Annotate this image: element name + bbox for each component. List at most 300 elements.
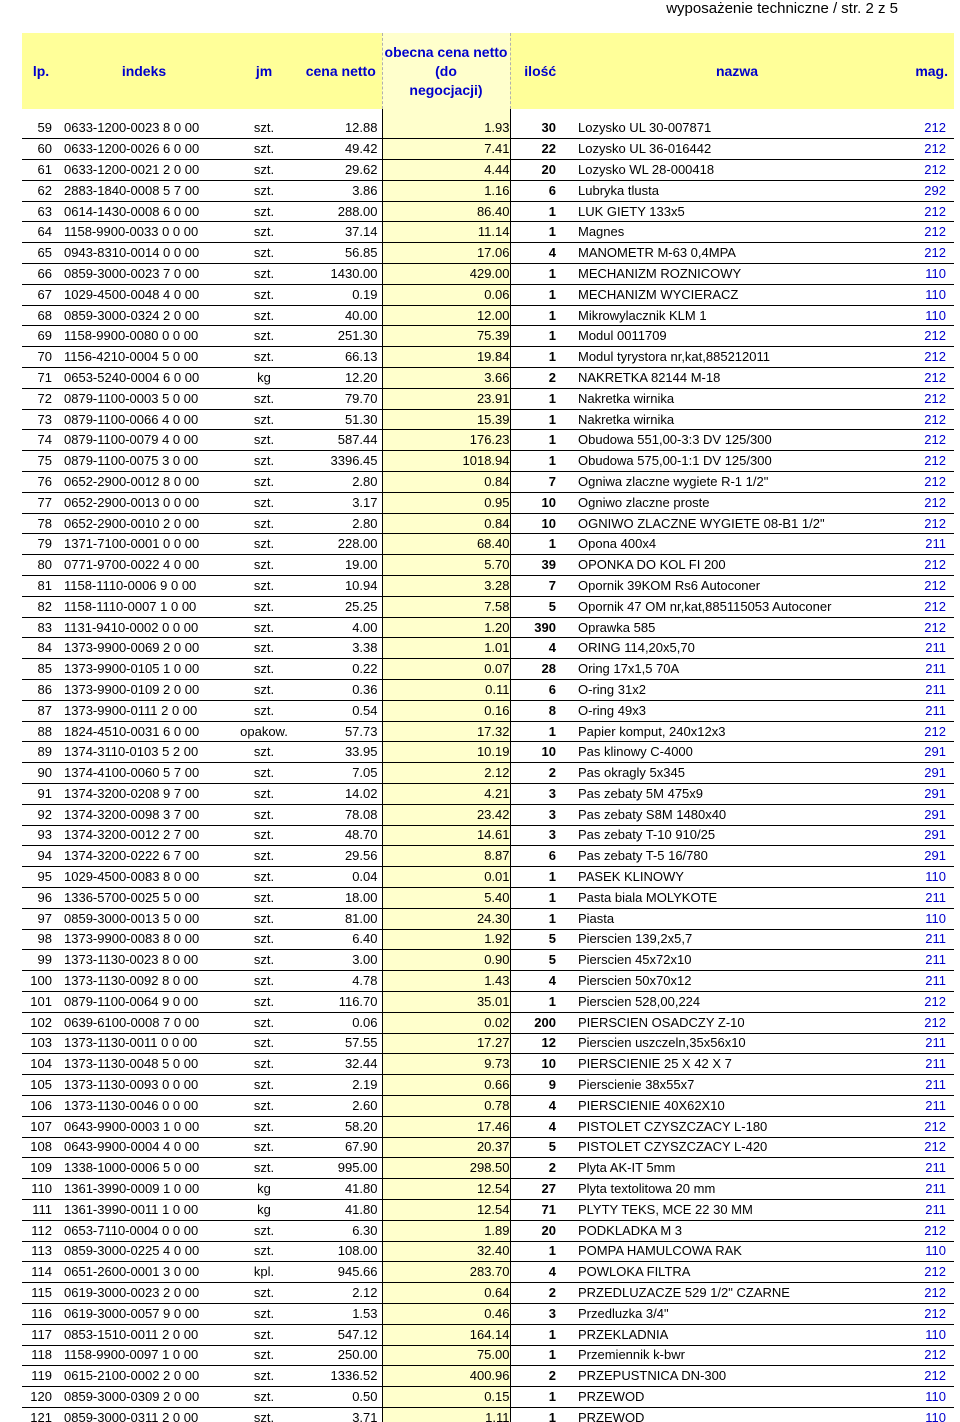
cell-ilosc: 2 [510, 763, 570, 784]
table-row [22, 1324, 954, 1345]
cell-obecna-cena-netto: 1.16 [382, 180, 510, 201]
table-row [22, 451, 954, 472]
cell-jm: szt. [228, 264, 300, 285]
cell-ilosc: 1 [510, 908, 570, 929]
cell-jm: szt. [228, 991, 300, 1012]
cell-mag: 211 [904, 1033, 954, 1054]
cell-mag: 291 [904, 825, 954, 846]
cell-lp: 87 [22, 700, 60, 721]
cell-lp: 71 [22, 368, 60, 389]
cell-jm: szt. [228, 555, 300, 576]
cell-lp: 90 [22, 763, 60, 784]
cell-nazwa: LUK GIETY 133x5 [570, 201, 904, 222]
cell-jm: szt. [228, 1095, 300, 1116]
cell-jm: szt. [228, 700, 300, 721]
cell-indeks: 0614-1430-0008 6 0 00 [60, 201, 228, 222]
cell-lp: 80 [22, 555, 60, 576]
cell-indeks: 1373-9900-0083 8 0 00 [60, 929, 228, 950]
cell-lp: 102 [22, 1012, 60, 1033]
cell-jm: szt. [228, 742, 300, 763]
cell-mag: 211 [904, 950, 954, 971]
cell-lp: 89 [22, 742, 60, 763]
cell-obecna-cena-netto: 75.00 [382, 1345, 510, 1366]
cell-nazwa: Obudowa 575,00-1:1 DV 125/300 [570, 451, 904, 472]
cell-jm: kg [228, 368, 300, 389]
cell-cena-netto: 6.30 [300, 1220, 382, 1241]
table-row [22, 1220, 954, 1241]
cell-lp: 67 [22, 284, 60, 305]
cell-indeks: 0652-2900-0013 0 0 00 [60, 492, 228, 513]
cell-indeks: 0859-3000-0309 2 0 00 [60, 1387, 228, 1408]
cell-indeks: 0653-7110-0004 0 0 00 [60, 1220, 228, 1241]
page-header: wyposażenie techniczne / str. 2 z 5 [666, 0, 898, 17]
cell-ilosc: 10 [510, 492, 570, 513]
cell-cena-netto: 2.80 [300, 513, 382, 534]
cell-lp: 104 [22, 1054, 60, 1075]
cell-mag: 212 [904, 451, 954, 472]
cell-cena-netto: 33.95 [300, 742, 382, 763]
cell-jm: szt. [228, 659, 300, 680]
cell-nazwa: Ogniwa zlaczne wygiete R-1 1/2" [570, 472, 904, 493]
cell-mag: 110 [904, 264, 954, 285]
cell-nazwa: Pierscien uszczeln,35x56x10 [570, 1033, 904, 1054]
cell-jm: szt. [228, 929, 300, 950]
table-row [22, 1137, 954, 1158]
cell-mag: 212 [904, 1283, 954, 1304]
cell-mag: 110 [904, 284, 954, 305]
cell-cena-netto: 41.80 [300, 1179, 382, 1200]
cell-nazwa: Pas zebaty 5M 475x9 [570, 784, 904, 805]
table-row [22, 929, 954, 950]
table-row [22, 555, 954, 576]
cell-lp: 79 [22, 534, 60, 555]
cell-lp: 65 [22, 243, 60, 264]
table-row [22, 971, 954, 992]
cell-cena-netto: 32.44 [300, 1054, 382, 1075]
cell-obecna-cena-netto: 0.16 [382, 700, 510, 721]
cell-indeks: 1158-1110-0006 9 0 00 [60, 576, 228, 597]
table-row [22, 139, 954, 160]
cell-jm: szt. [228, 305, 300, 326]
cell-nazwa: Przedluzka 3/4" [570, 1303, 904, 1324]
cell-mag: 211 [904, 659, 954, 680]
cell-obecna-cena-netto: 86.40 [382, 201, 510, 222]
cell-mag: 212 [904, 368, 954, 389]
cell-nazwa: PRZEWOD [570, 1387, 904, 1408]
cell-ilosc: 7 [510, 576, 570, 597]
cell-mag: 211 [904, 1054, 954, 1075]
cell-mag: 291 [904, 846, 954, 867]
cell-obecna-cena-netto: 10.19 [382, 742, 510, 763]
cell-mag: 211 [904, 534, 954, 555]
cell-nazwa: Lubryka tlusta [570, 180, 904, 201]
cell-jm: szt. [228, 1054, 300, 1075]
cell-indeks: 1824-4510-0031 6 0 00 [60, 721, 228, 742]
table-row [22, 680, 954, 701]
cell-mag: 212 [904, 1345, 954, 1366]
cell-cena-netto: 81.00 [300, 908, 382, 929]
cell-nazwa: PIERSCIENIE 25 X 42 X 7 [570, 1054, 904, 1075]
cell-nazwa: Opornik 47 OM nr,kat,885115053 Autoconer [570, 596, 904, 617]
cell-nazwa: Nakretka wirnika [570, 388, 904, 409]
table-row [22, 825, 954, 846]
cell-ilosc: 30 [510, 118, 570, 139]
cell-jm: opakow. [228, 721, 300, 742]
cell-nazwa: Oprawka 585 [570, 617, 904, 638]
cell-lp: 114 [22, 1262, 60, 1283]
cell-ilosc: 4 [510, 1095, 570, 1116]
cell-indeks: 1158-9900-0033 0 0 00 [60, 222, 228, 243]
table-row [22, 1407, 954, 1422]
table-row [22, 1387, 954, 1408]
table-row [22, 721, 954, 742]
cell-lp: 61 [22, 160, 60, 181]
cell-nazwa: POMPA HAMULCOWA RAK [570, 1241, 904, 1262]
cell-nazwa: Nakretka wirnika [570, 409, 904, 430]
cell-obecna-cena-netto: 19.84 [382, 347, 510, 368]
cell-ilosc: 1 [510, 534, 570, 555]
cell-indeks: 1361-3990-0009 1 0 00 [60, 1179, 228, 1200]
cell-nazwa: PRZEWOD [570, 1407, 904, 1422]
cell-lp: 77 [22, 492, 60, 513]
cell-lp: 94 [22, 846, 60, 867]
cell-obecna-cena-netto: 0.84 [382, 472, 510, 493]
cell-mag: 211 [904, 1095, 954, 1116]
cell-nazwa: Pas zebaty T-10 910/25 [570, 825, 904, 846]
cell-indeks: 0771-9700-0022 4 0 00 [60, 555, 228, 576]
cell-cena-netto: 2.12 [300, 1283, 382, 1304]
cell-ilosc: 4 [510, 243, 570, 264]
cell-jm: szt. [228, 1407, 300, 1422]
table-row [22, 118, 954, 139]
cell-obecna-cena-netto: 1.93 [382, 118, 510, 139]
cell-nazwa: Piasta [570, 908, 904, 929]
cell-mag: 212 [904, 513, 954, 534]
cell-nazwa: PRZEKLADNIA [570, 1324, 904, 1345]
table-row [22, 180, 954, 201]
table-row [22, 1012, 954, 1033]
table-row [22, 513, 954, 534]
cell-jm: szt. [228, 784, 300, 805]
cell-nazwa: Mikrowylacznik KLM 1 [570, 305, 904, 326]
cell-ilosc: 5 [510, 929, 570, 950]
cell-obecna-cena-netto: 1.43 [382, 971, 510, 992]
table-row [22, 659, 954, 680]
cell-cena-netto: 29.56 [300, 846, 382, 867]
cell-ilosc: 2 [510, 1283, 570, 1304]
cell-obecna-cena-netto: 0.46 [382, 1303, 510, 1324]
table-row [22, 596, 954, 617]
cell-lp: 70 [22, 347, 60, 368]
cell-ilosc: 1 [510, 867, 570, 888]
cell-ilosc: 1 [510, 1324, 570, 1345]
cell-indeks: 0879-1100-0003 5 0 00 [60, 388, 228, 409]
table-row [22, 305, 954, 326]
cell-indeks: 1373-1130-0011 0 0 00 [60, 1033, 228, 1054]
table-row [22, 576, 954, 597]
cell-obecna-cena-netto: 17.06 [382, 243, 510, 264]
cell-mag: 212 [904, 1012, 954, 1033]
table-row [22, 1033, 954, 1054]
cell-ilosc: 28 [510, 659, 570, 680]
cell-cena-netto: 2.60 [300, 1095, 382, 1116]
cell-jm: szt. [228, 950, 300, 971]
cell-nazwa: ORING 114,20x5,70 [570, 638, 904, 659]
cell-obecna-cena-netto: 7.41 [382, 139, 510, 160]
table-row [22, 1283, 954, 1304]
cell-indeks: 1374-4100-0060 5 7 00 [60, 763, 228, 784]
cell-jm: szt. [228, 139, 300, 160]
cell-jm: szt. [228, 534, 300, 555]
cell-obecna-cena-netto: 14.61 [382, 825, 510, 846]
table-row [22, 264, 954, 285]
table-row [22, 617, 954, 638]
cell-mag: 211 [904, 1199, 954, 1220]
cell-ilosc: 1 [510, 305, 570, 326]
cell-obecna-cena-netto: 283.70 [382, 1262, 510, 1283]
cell-indeks: 1029-4500-0048 4 0 00 [60, 284, 228, 305]
cell-lp: 72 [22, 388, 60, 409]
cell-cena-netto: 19.00 [300, 555, 382, 576]
cell-nazwa: MANOMETR M-63 0,4MPA [570, 243, 904, 264]
cell-nazwa: Modul tyrystora nr,kat,885212011 [570, 347, 904, 368]
cell-ilosc: 20 [510, 160, 570, 181]
cell-cena-netto: 3.17 [300, 492, 382, 513]
table-row [22, 368, 954, 389]
cell-lp: 115 [22, 1283, 60, 1304]
cell-indeks: 0633-1200-0026 6 0 00 [60, 139, 228, 160]
table-row [22, 700, 954, 721]
cell-lp: 99 [22, 950, 60, 971]
cell-lp: 93 [22, 825, 60, 846]
cell-jm: kg [228, 1179, 300, 1200]
cell-jm: szt. [228, 1033, 300, 1054]
table-row [22, 222, 954, 243]
cell-ilosc: 1 [510, 1241, 570, 1262]
cell-obecna-cena-netto: 1.89 [382, 1220, 510, 1241]
cell-cena-netto: 3.71 [300, 1407, 382, 1422]
cell-lp: 83 [22, 617, 60, 638]
cell-cena-netto: 3.00 [300, 950, 382, 971]
cell-nazwa: Plyta textolitowa 20 mm [570, 1179, 904, 1200]
cell-indeks: 1158-1110-0007 1 0 00 [60, 596, 228, 617]
cell-lp: 66 [22, 264, 60, 285]
cell-mag: 212 [904, 617, 954, 638]
cell-mag: 212 [904, 1220, 954, 1241]
cell-obecna-cena-netto: 0.11 [382, 680, 510, 701]
table-row [22, 867, 954, 888]
cell-mag: 212 [904, 472, 954, 493]
cell-cena-netto: 18.00 [300, 887, 382, 908]
cell-ilosc: 2 [510, 1158, 570, 1179]
cell-jm: szt. [228, 284, 300, 305]
cell-jm: szt. [228, 576, 300, 597]
table-row [22, 409, 954, 430]
cell-obecna-cena-netto: 0.90 [382, 950, 510, 971]
cell-mag: 110 [904, 1407, 954, 1422]
cell-cena-netto: 40.00 [300, 305, 382, 326]
cell-indeks: 1374-3200-0222 6 7 00 [60, 846, 228, 867]
cell-ilosc: 3 [510, 804, 570, 825]
cell-nazwa: Papier komput, 240x12x3 [570, 721, 904, 742]
cell-indeks: 0633-1200-0023 8 0 00 [60, 118, 228, 139]
cell-mag: 212 [904, 160, 954, 181]
cell-ilosc: 4 [510, 1262, 570, 1283]
cell-cena-netto: 41.80 [300, 1199, 382, 1220]
cell-mag: 211 [904, 971, 954, 992]
cell-jm: szt. [228, 472, 300, 493]
cell-cena-netto: 108.00 [300, 1241, 382, 1262]
cell-nazwa: Pas zebaty T-5 16/780 [570, 846, 904, 867]
cell-lp: 106 [22, 1095, 60, 1116]
cell-mag: 212 [904, 555, 954, 576]
cell-ilosc: 1 [510, 264, 570, 285]
table-row [22, 430, 954, 451]
cell-lp: 112 [22, 1220, 60, 1241]
cell-ilosc: 1 [510, 721, 570, 742]
cell-obecna-cena-netto: 7.58 [382, 596, 510, 617]
cell-ilosc: 5 [510, 1137, 570, 1158]
cell-lp: 73 [22, 409, 60, 430]
header-mag: mag. [904, 33, 954, 109]
cell-ilosc: 8 [510, 700, 570, 721]
cell-indeks: 0853-1510-0011 2 0 00 [60, 1324, 228, 1345]
table-row [22, 1303, 954, 1324]
cell-obecna-cena-netto: 23.91 [382, 388, 510, 409]
cell-cena-netto: 6.40 [300, 929, 382, 950]
cell-nazwa: Przemiennik k-bwr [570, 1345, 904, 1366]
cell-mag: 212 [904, 139, 954, 160]
equipment-table-container [22, 33, 954, 1422]
cell-lp: 121 [22, 1407, 60, 1422]
cell-indeks: 1361-3990-0011 1 0 00 [60, 1199, 228, 1220]
cell-mag: 212 [904, 1116, 954, 1137]
cell-lp: 118 [22, 1345, 60, 1366]
cell-lp: 75 [22, 451, 60, 472]
cell-cena-netto: 116.70 [300, 991, 382, 1012]
table-row [22, 763, 954, 784]
cell-mag: 212 [904, 409, 954, 430]
table-row [22, 243, 954, 264]
cell-lp: 95 [22, 867, 60, 888]
cell-nazwa: O-ring 49x3 [570, 700, 904, 721]
table-row [22, 1366, 954, 1387]
cell-jm: szt. [228, 243, 300, 264]
cell-lp: 101 [22, 991, 60, 1012]
cell-mag: 212 [904, 1262, 954, 1283]
cell-jm: szt. [228, 1366, 300, 1387]
cell-mag: 212 [904, 721, 954, 742]
cell-obecna-cena-netto: 12.54 [382, 1199, 510, 1220]
cell-jm: szt. [228, 804, 300, 825]
cell-jm: szt. [228, 1012, 300, 1033]
cell-obecna-cena-netto: 4.21 [382, 784, 510, 805]
cell-jm: szt. [228, 347, 300, 368]
cell-mag: 291 [904, 784, 954, 805]
cell-nazwa: POWLOKA FILTRA [570, 1262, 904, 1283]
cell-jm: szt. [228, 1220, 300, 1241]
header-lp: lp. [22, 33, 60, 109]
cell-lp: 59 [22, 118, 60, 139]
cell-lp: 119 [22, 1366, 60, 1387]
cell-obecna-cena-netto: 0.64 [382, 1283, 510, 1304]
cell-cena-netto: 587.44 [300, 430, 382, 451]
cell-cena-netto: 0.54 [300, 700, 382, 721]
cell-mag: 110 [904, 305, 954, 326]
cell-obecna-cena-netto: 24.30 [382, 908, 510, 929]
cell-cena-netto: 1.53 [300, 1303, 382, 1324]
cell-ilosc: 12 [510, 1033, 570, 1054]
cell-nazwa: Lozysko UL 30-007871 [570, 118, 904, 139]
cell-ilosc: 5 [510, 950, 570, 971]
cell-nazwa: Ogniwo zlaczne proste [570, 492, 904, 513]
header-obecna-line1: obecna cena netto [384, 43, 508, 60]
cell-obecna-cena-netto: 1.11 [382, 1407, 510, 1422]
table-row [22, 160, 954, 181]
table-row [22, 388, 954, 409]
cell-nazwa: Opornik 39KOM Rs6 Autoconer [570, 576, 904, 597]
cell-nazwa: Pas okragly 5x345 [570, 763, 904, 784]
cell-mag: 211 [904, 1075, 954, 1096]
cell-obecna-cena-netto: 15.39 [382, 409, 510, 430]
cell-lp: 91 [22, 784, 60, 805]
cell-nazwa: Obudowa 551,00-3:3 DV 125/300 [570, 430, 904, 451]
cell-ilosc: 6 [510, 846, 570, 867]
cell-jm: szt. [228, 492, 300, 513]
cell-ilosc: 10 [510, 742, 570, 763]
cell-nazwa: Pasta biala MOLYKOTE [570, 887, 904, 908]
header-spacer-row [22, 109, 954, 118]
cell-nazwa: PLYTY TEKS, MCE 22 30 MM [570, 1199, 904, 1220]
cell-nazwa: OPONKA DO KOL FI 200 [570, 555, 904, 576]
cell-lp: 86 [22, 680, 60, 701]
cell-ilosc: 1 [510, 347, 570, 368]
cell-cena-netto: 37.14 [300, 222, 382, 243]
cell-cena-netto: 945.66 [300, 1262, 382, 1283]
cell-obecna-cena-netto: 3.66 [382, 368, 510, 389]
table-row [22, 472, 954, 493]
cell-indeks: 1374-3200-0208 9 7 00 [60, 784, 228, 805]
cell-indeks: 0639-6100-0008 7 0 00 [60, 1012, 228, 1033]
cell-mag: 211 [904, 700, 954, 721]
cell-cena-netto: 58.20 [300, 1116, 382, 1137]
table-header-row [22, 33, 954, 109]
cell-jm: szt. [228, 1303, 300, 1324]
cell-nazwa: Modul 0011709 [570, 326, 904, 347]
cell-ilosc: 4 [510, 638, 570, 659]
header-obecna-line3: negocjacji) [409, 81, 483, 98]
cell-mag: 110 [904, 1324, 954, 1345]
cell-jm: szt. [228, 451, 300, 472]
table-row [22, 1199, 954, 1220]
cell-mag: 211 [904, 1158, 954, 1179]
cell-obecna-cena-netto: 68.40 [382, 534, 510, 555]
cell-indeks: 0859-3000-0013 5 0 00 [60, 908, 228, 929]
cell-lp: 103 [22, 1033, 60, 1054]
cell-lp: 81 [22, 576, 60, 597]
cell-jm: szt. [228, 513, 300, 534]
cell-ilosc: 22 [510, 139, 570, 160]
cell-indeks: 0619-3000-0023 2 0 00 [60, 1283, 228, 1304]
cell-jm: szt. [228, 430, 300, 451]
cell-indeks: 1371-7100-0001 0 0 00 [60, 534, 228, 555]
cell-ilosc: 200 [510, 1012, 570, 1033]
table-row [22, 1158, 954, 1179]
cell-cena-netto: 2.19 [300, 1075, 382, 1096]
cell-cena-netto: 49.42 [300, 139, 382, 160]
cell-cena-netto: 251.30 [300, 326, 382, 347]
header-nazwa: nazwa [570, 33, 904, 109]
